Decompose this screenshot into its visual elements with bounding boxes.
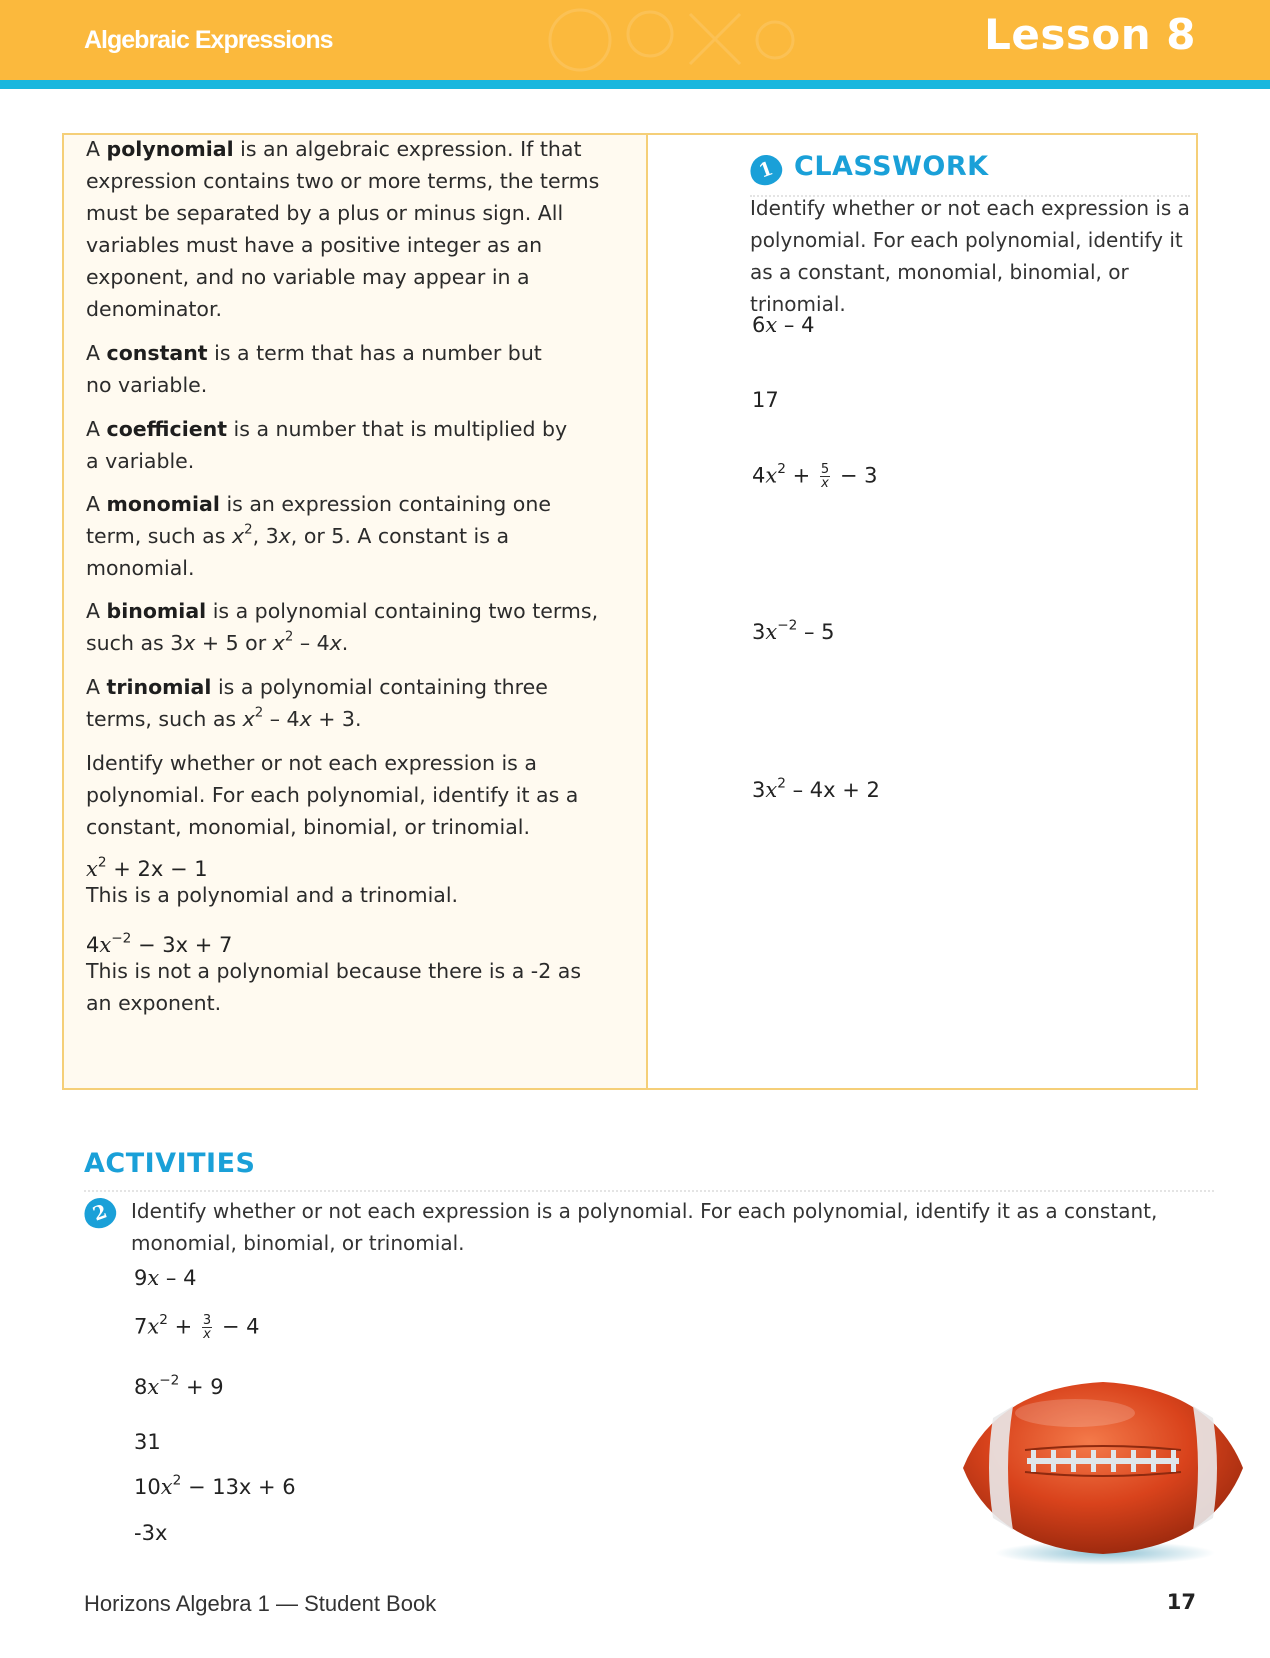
activity-problem-4: 31	[134, 1430, 161, 1454]
math-coefficient: 6	[752, 313, 766, 337]
def-text: – 4	[293, 631, 330, 655]
math-variable: x	[183, 631, 196, 655]
math-coefficient: 10	[134, 1475, 161, 1499]
activity-problem-1	[134, 1266, 196, 1290]
math-exponent: 2	[97, 854, 107, 871]
term-trinomial: trinomial	[106, 675, 212, 699]
term-constant: constant	[106, 341, 208, 365]
page-number: 17	[1166, 1590, 1196, 1614]
term-binomial: binomial	[106, 599, 207, 623]
def-prefix: A	[86, 675, 107, 699]
fraction-denominator: x	[821, 476, 829, 491]
def-prefix: A	[86, 137, 107, 161]
math-rest: − 13x + 6	[181, 1475, 296, 1499]
math-rest: − 3x + 7	[131, 933, 233, 957]
term-polynomial: polynomial	[106, 137, 234, 161]
def-text: is an algebraic expression. If that expression contains two or more terms, the terms must be separated by a plus or minus sign. All variables must have a positive integer as an exponent, and no variable may appear in a denominator.	[86, 137, 600, 321]
example-explanation-1: This is a polynomial and a trinomial.	[86, 883, 459, 907]
footer-book-title: Horizons Algebra 1 — Student Book	[84, 1591, 437, 1616]
math-variable: x	[765, 778, 778, 802]
math-coefficient: 7	[134, 1314, 148, 1339]
classwork-number-badge: 1	[746, 150, 786, 189]
fraction-numerator: 5	[820, 462, 830, 477]
def-text: is a number that is multiplied by a variable.	[86, 417, 568, 473]
definition-constant	[86, 337, 556, 401]
lesson-box	[62, 133, 1198, 1090]
math-variable: x	[147, 1375, 160, 1399]
definition-trinomial	[86, 671, 566, 735]
classwork-panel	[648, 135, 1196, 1088]
activity-problem-5	[134, 1472, 296, 1499]
def-prefix: A	[86, 492, 107, 516]
math-rest: + 9	[179, 1375, 224, 1399]
math-coefficient: 4	[86, 933, 100, 957]
activity-problem-6: -3x	[134, 1521, 168, 1545]
definition-binomial	[86, 595, 626, 659]
def-text: is an expression containing one term, such as	[86, 492, 551, 548]
math-variable: x	[99, 933, 112, 957]
def-text: is a polynomial containing two terms, such as 3	[86, 599, 599, 655]
fraction-denominator: x	[203, 1327, 211, 1342]
math-exponent: 2	[777, 460, 786, 477]
term-monomial: monomial	[106, 492, 220, 516]
classwork-problem-4	[752, 617, 835, 644]
def-text: is a polynomial containing three terms, such as	[86, 675, 548, 731]
math-coefficient: 4	[752, 463, 766, 488]
def-text: + 5 or	[195, 631, 273, 655]
activities-divider	[84, 1190, 1214, 1192]
math-exponent: −2	[111, 930, 132, 947]
math-coefficient: 9	[134, 1266, 148, 1290]
definition-monomial	[86, 488, 556, 584]
math-variable: x	[242, 707, 255, 731]
math-fraction	[202, 1314, 212, 1341]
def-text: , or 5. A constant is a monomial.	[86, 524, 510, 580]
math-operator: +	[785, 463, 817, 488]
lesson-label: Lesson 8	[984, 10, 1196, 59]
def-prefix: A	[86, 341, 107, 365]
classwork-problem-1	[752, 313, 814, 337]
math-rest: – 4	[777, 313, 815, 337]
math-fraction	[820, 463, 830, 490]
math-coefficient: 3	[752, 620, 766, 644]
def-text: , 3	[252, 524, 279, 548]
activities-instructions: Identify whether or not each expression is a polynomial. For each polynomial, identify it as a constant, monomial, binomial, or trinomial.	[131, 1199, 1158, 1255]
math-variable: x	[765, 313, 778, 337]
term-coefficient: coefficient	[106, 417, 228, 441]
math-exponent: −2	[159, 1372, 180, 1389]
def-text: is a term that has a number but no variable.	[86, 341, 542, 397]
definition-coefficient	[86, 413, 576, 477]
math-rest: – 5	[797, 620, 835, 644]
example-expression-2	[86, 930, 233, 957]
classwork-instructions: Identify whether or not each expression is a polynomial. For each polynomial, identify it as a constant, monomial, binomial, or trinomial.	[750, 196, 1190, 316]
math-variable: x	[765, 463, 778, 488]
math-rest: – 4x + 2	[785, 778, 880, 802]
math-exponent: 2	[777, 775, 786, 792]
activity-problem-2	[134, 1311, 260, 1342]
math-rest: + 2x − 1	[106, 857, 208, 881]
classwork-problem-3	[752, 460, 878, 491]
definitions-panel	[64, 135, 648, 1088]
def-text: + 3.	[311, 707, 362, 731]
example-explanation-2: This is not a polynomial because there is a -2 as an exponent.	[86, 959, 582, 1015]
math-rest: – 4	[159, 1266, 197, 1290]
math-variable: x	[160, 1475, 173, 1499]
math-exponent: −2	[777, 617, 798, 634]
math-variable: x	[231, 524, 245, 548]
def-prefix: A	[86, 417, 107, 441]
math-variable: x	[86, 857, 98, 881]
definitions-instructions: Identify whether or not each expression is a polynomial. For each polynomial, identify it as a constant, monomial, binomial, or trinomial.	[86, 751, 579, 839]
football-icon	[955, 1368, 1250, 1568]
math-coefficient: 8	[134, 1375, 148, 1399]
classwork-problem-5	[752, 775, 880, 802]
math-variable: x	[147, 1266, 160, 1290]
math-variable: x	[147, 1314, 160, 1339]
example-expression-1	[86, 854, 208, 881]
math-variable: x	[299, 707, 312, 731]
math-exponent: 2	[159, 1311, 168, 1328]
activities-number-badge: 2	[80, 1193, 120, 1232]
definition-polynomial	[86, 133, 626, 325]
math-operator: +	[167, 1314, 199, 1339]
header-stripe	[0, 80, 1270, 89]
math-variable: x	[765, 620, 778, 644]
activities-heading: ACTIVITIES	[84, 1148, 256, 1179]
activity-problem-3	[134, 1372, 224, 1399]
math-rest: − 4	[215, 1314, 260, 1339]
classwork-problem-2: 17	[752, 388, 779, 412]
def-text: – 4	[263, 707, 300, 731]
section-title: Algebraic Expressions	[84, 26, 333, 54]
def-prefix: A	[86, 599, 107, 623]
math-exponent: 2	[244, 522, 253, 538]
header-decoration	[540, 4, 800, 76]
page-header	[0, 0, 1270, 80]
fraction-numerator: 3	[202, 1313, 212, 1328]
math-variable: x	[278, 524, 291, 548]
math-coefficient: 3	[752, 778, 766, 802]
math-exponent: 2	[254, 705, 264, 721]
classwork-heading: CLASSWORK	[794, 151, 989, 182]
math-rest: − 3	[833, 463, 878, 488]
math-exponent: 2	[172, 1472, 182, 1489]
math-exponent: 2	[284, 629, 294, 645]
def-text: .	[341, 631, 349, 655]
math-variable: x	[329, 631, 342, 655]
math-variable: x	[272, 631, 285, 655]
